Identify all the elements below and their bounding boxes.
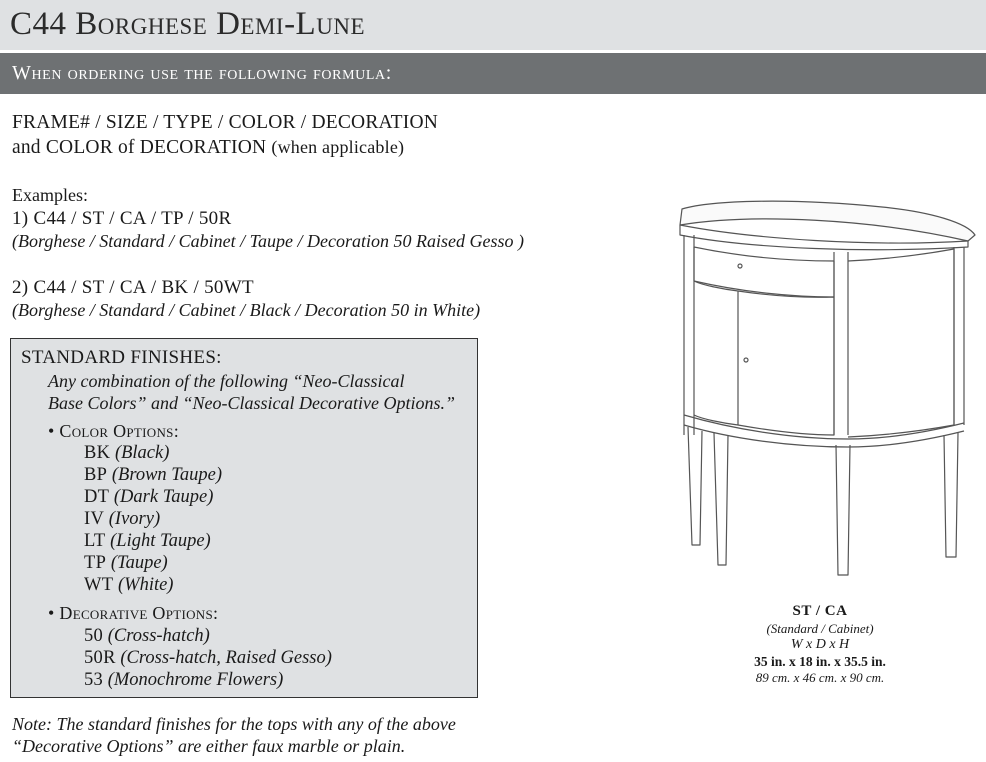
color-code: LT (84, 531, 106, 551)
example-1-description: (Borghese / Standard / Cabinet / Taupe / Decoration 50 Raised Gesso ) (12, 231, 524, 251)
list-item (84, 486, 222, 508)
list-item (84, 464, 222, 486)
list-item (84, 647, 332, 669)
decorative-options-heading: • Decorative Options: (48, 603, 219, 623)
color-code: IV (84, 509, 105, 529)
standard-finishes-box (10, 338, 478, 698)
decorative-options-list (84, 625, 332, 691)
example-1-code: 1) C44 / ST / CA / TP / 50R (12, 208, 232, 229)
example-2-code: 2) C44 / ST / CA / BK / 50WT (12, 277, 254, 298)
color-code: TP (84, 553, 107, 573)
caption-dims-inches: 35 in. x 18 in. x 35.5 in. (754, 654, 886, 669)
color-options-list (84, 442, 222, 596)
examples-label: Examples: (12, 185, 88, 205)
example-2-description: (Borghese / Standard / Cabinet / Black / Decoration 50 in White) (12, 300, 481, 320)
color-desc: (White) (118, 575, 174, 595)
color-desc: (Taupe) (110, 553, 168, 573)
finishes-note (12, 713, 456, 757)
color-desc: (Ivory) (108, 509, 161, 529)
caption-dims-cm: 89 cm. x 46 cm. x 90 cm. (755, 670, 885, 685)
list-item (84, 625, 332, 647)
decoration-desc: (Cross-hatch) (107, 626, 210, 646)
list-item (84, 530, 222, 552)
caption-dims-label: W x D x H (790, 637, 850, 652)
finishes-intro-line-2: Base Colors” and “Neo-Classical Decorative Options.” (48, 393, 456, 413)
color-options-heading: • Color Options: (48, 421, 180, 441)
formula-banner-text: When ordering use the following formula: (12, 62, 392, 84)
decoration-desc: (Monochrome Flowers) (107, 670, 284, 690)
formula-line-2 (12, 135, 438, 160)
color-desc: (Dark Taupe) (113, 487, 214, 507)
formula-line-1: FRAME# / SIZE / TYPE / COLOR / DECORATION (12, 112, 439, 133)
note-line-2: “Decorative Options” are either faux marble or plain. (12, 736, 406, 756)
list-item (84, 552, 222, 574)
color-code: BP (84, 465, 108, 485)
color-desc: (Black) (114, 443, 170, 463)
note-line-1: Note: The standard finishes for the tops with any of the above (12, 714, 456, 734)
color-code: BK (84, 443, 111, 463)
decoration-code: 50R (84, 648, 116, 668)
formula-line-2-suffix: (when applicable) (271, 137, 405, 157)
page-title: C44 Borghese Demi-Lune (10, 6, 365, 42)
formula-line-2-prefix: and COLOR of DECORATION (12, 137, 267, 158)
caption-code: ST / CA (792, 603, 848, 619)
decoration-code: 53 (84, 670, 104, 690)
finishes-title: STANDARD FINISHES: (21, 347, 222, 368)
title-bar (0, 0, 986, 52)
decoration-code: 50 (84, 626, 104, 646)
product-caption (700, 602, 940, 686)
order-formula (12, 111, 438, 160)
list-item (84, 669, 332, 691)
finishes-intro-line-1: Any combination of the following “Neo-Classical (48, 371, 405, 391)
list-item (84, 508, 222, 530)
finishes-intro (48, 370, 455, 414)
color-code: DT (84, 487, 110, 507)
caption-type: (Standard / Cabinet) (766, 621, 874, 636)
list-item (84, 574, 222, 596)
decoration-desc: (Cross-hatch, Raised Gesso) (120, 648, 332, 668)
formula-banner (0, 53, 986, 94)
color-code: WT (84, 575, 114, 595)
color-desc: (Brown Taupe) (111, 465, 223, 485)
color-desc: (Light Taupe) (110, 531, 211, 551)
list-item (84, 442, 222, 464)
demi-lune-cabinet-illustration (672, 195, 978, 580)
examples-section (12, 184, 524, 322)
